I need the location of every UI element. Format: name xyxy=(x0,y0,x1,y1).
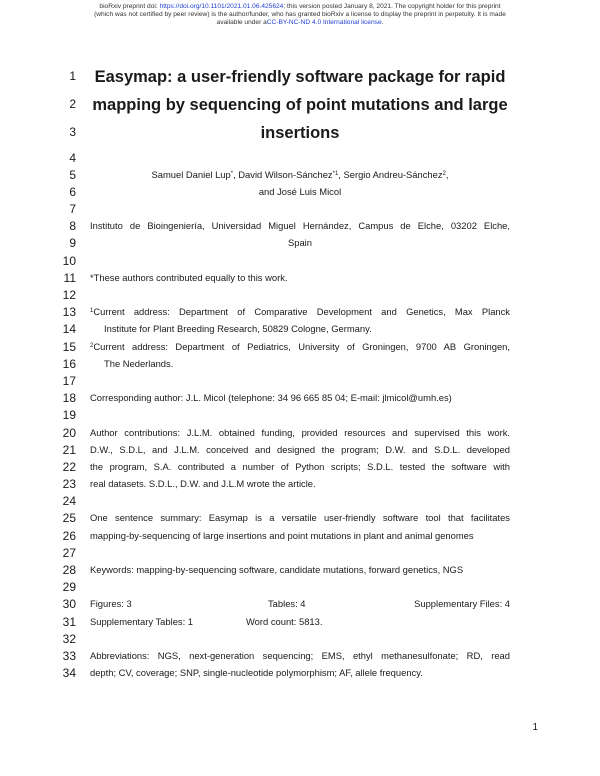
supplementary-files-count: Supplementary Files: 4 xyxy=(414,598,510,609)
banner-text: ; this version posted January 8, 2021. The copyright holder for this preprint xyxy=(283,3,501,10)
doi-link[interactable]: https://doi.org/10.1101/2021.01.06.425624 xyxy=(159,3,284,10)
line-number: 24 xyxy=(62,494,76,508)
line-number: 8 xyxy=(69,219,76,233)
line-number: 16 xyxy=(62,357,76,371)
supplementary-tables-count: Supplementary Tables: 1 xyxy=(90,616,194,627)
abbreviations: Abbreviations: NGS, next-generation sequencing; EMS, ethyl methanesulfonate; RD, read xyxy=(90,650,510,661)
line-number: 27 xyxy=(62,546,76,560)
line-number: 1 xyxy=(69,69,76,83)
preprint-banner xyxy=(0,3,600,28)
current-address-2 xyxy=(90,341,510,353)
affiliation-country: Spain xyxy=(288,237,312,248)
line-number: 13 xyxy=(62,305,76,319)
line-number: 5 xyxy=(69,168,76,182)
line-number: 7 xyxy=(69,202,76,216)
author-mark: 2 xyxy=(442,171,446,177)
author-name: Samuel Daniel Lup xyxy=(151,169,231,180)
address-text: Current address: Department of Comparative Development and Genetics, Max Planck xyxy=(93,306,510,317)
line-number: 29 xyxy=(62,580,76,594)
author-contributions: Author contributions: J.L.M. obtained funding, provided resources and supervised this work. xyxy=(90,427,510,438)
line-number: 10 xyxy=(62,254,76,268)
author-contributions: D.W., S.D.L, and J.L.M. conceived and designed the program; D.W. and S.D.L. developed xyxy=(90,444,510,455)
banner-text: available under a xyxy=(216,19,267,27)
address-text: Current address: Department of Pediatrics, University of Groningen, 9700 AB Groningen, xyxy=(93,341,510,352)
abbreviations: depth; CV, coverage; SNP, single-nucleotide polymorphism; AF, allele frequency. xyxy=(90,667,423,678)
author-contributions: the program, S.A. contributed a number of Python scripts; S.D.L. tested the software with xyxy=(90,461,510,472)
line-number: 19 xyxy=(62,408,76,422)
current-address-1-cont: Institute for Plant Breeding Research, 50829 Cologne, Germany. xyxy=(104,323,372,334)
tables-count: Tables: 4 xyxy=(268,598,306,609)
license-link[interactable]: CC-BY-NC-ND 4.0 International license xyxy=(266,19,382,27)
line-number: 21 xyxy=(62,443,76,457)
address-mark: 1 xyxy=(90,308,94,314)
author-name: , David Wilson-Sánchez xyxy=(233,169,333,180)
line-number: 17 xyxy=(62,374,76,388)
line-number: 26 xyxy=(62,529,76,543)
keywords: Keywords: mapping-by-sequencing software, candidate mutations, forward genetics, NGS xyxy=(90,564,464,575)
one-sentence-summary: mapping-by-sequencing of large insertions and point mutations in plant and animal genomes xyxy=(90,530,474,541)
line-number: 2 xyxy=(69,97,76,111)
line-number: 20 xyxy=(62,426,76,440)
line-number: 3 xyxy=(69,125,76,139)
author-separator: , xyxy=(445,169,449,180)
equal-contribution-note: *These authors contributed equally to this work. xyxy=(90,272,288,283)
paper-title-line: mapping by sequencing of point mutations and large xyxy=(92,96,508,114)
line-number: 32 xyxy=(62,632,76,646)
line-number: 11 xyxy=(63,271,76,285)
line-number: 34 xyxy=(62,666,76,680)
paper-title-line: insertions xyxy=(260,124,340,142)
line-number: 15 xyxy=(62,340,76,354)
author-name: , Sergio Andreu-Sánchez xyxy=(338,169,443,180)
banner-text: . xyxy=(381,19,384,27)
author-list xyxy=(90,169,510,181)
one-sentence-summary: One sentence summary: Easymap is a versatile user-friendly software tool that facilitates xyxy=(90,512,510,523)
line-number: 14 xyxy=(62,322,76,336)
line-number: 6 xyxy=(69,185,76,199)
banner-text: bioRxiv preprint doi: xyxy=(99,3,160,10)
line-number: 25 xyxy=(62,511,76,525)
paper-title-line: Easymap: a user-friendly software package for rapid xyxy=(94,68,506,86)
line-number: 9 xyxy=(69,236,76,250)
line-number: 28 xyxy=(62,563,76,577)
line-number: 4 xyxy=(69,151,76,165)
line-number: 18 xyxy=(62,391,76,405)
author-list-line2: and José Luis Micol xyxy=(258,186,342,197)
affiliation: Instituto de Bioingeniería, Universidad Miguel Hernández, Campus de Elche, 03202 Elche, xyxy=(90,220,510,231)
word-count: Word count: 5813. xyxy=(246,616,323,627)
line-number: 22 xyxy=(62,460,76,474)
line-number: 31 xyxy=(62,615,76,629)
line-number: 30 xyxy=(62,597,76,611)
address-mark: 2 xyxy=(90,343,94,349)
author-mark: *1 xyxy=(332,171,339,177)
author-contributions: real datasets. S.D.L., D.W. and J.L.M wrote the article. xyxy=(90,478,316,489)
author-mark: * xyxy=(230,171,234,177)
current-address-2-cont: The Nederlands. xyxy=(104,358,174,369)
line-number: 12 xyxy=(62,288,76,302)
line-number: 33 xyxy=(62,649,76,663)
line-number: 23 xyxy=(62,477,76,491)
figures-count: Figures: 3 xyxy=(90,598,132,609)
banner-text: (which was not certified by peer review) is the author/funder, who has granted bioRxiv a license to display the preprint in perpetuity. It is made xyxy=(94,11,506,19)
page-number: 1 xyxy=(532,722,538,733)
corresponding-author: Corresponding author: J.L. Micol (telephone: 34 96 665 85 04; E-mail: jlmicol@umh.es) xyxy=(90,392,452,403)
current-address-1 xyxy=(90,306,510,318)
